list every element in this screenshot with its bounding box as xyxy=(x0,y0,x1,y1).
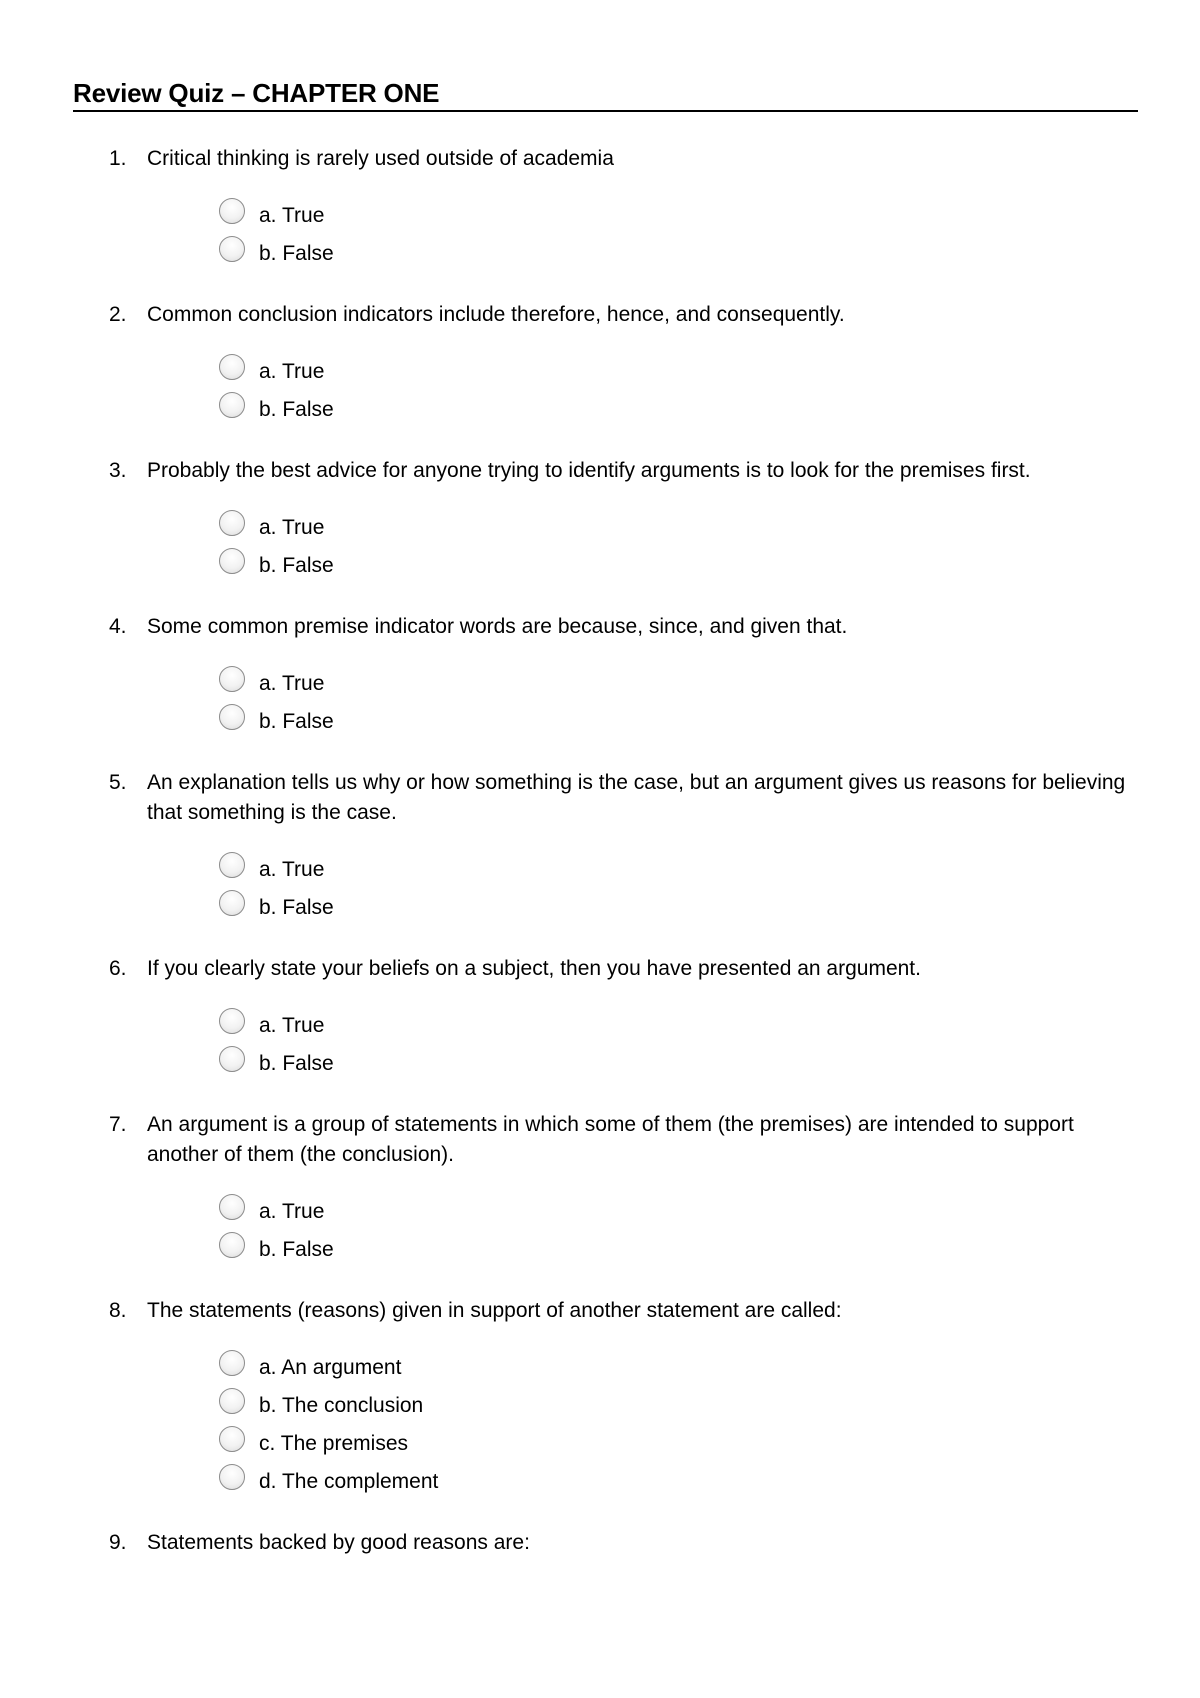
question-4 xyxy=(73,612,1138,740)
question-number: 5. xyxy=(109,771,127,794)
answer-option-label: a. True xyxy=(259,857,325,881)
question-text: Statements backed by good reasons are: xyxy=(147,1531,530,1554)
radio-button-icon[interactable] xyxy=(219,392,245,418)
question-number: 8. xyxy=(109,1299,127,1322)
answer-option[interactable] xyxy=(219,352,1138,390)
answer-option[interactable] xyxy=(219,1462,1138,1500)
answer-options xyxy=(73,664,1138,740)
radio-button-icon[interactable] xyxy=(219,198,245,224)
question-number: 1. xyxy=(109,147,127,170)
quiz-page xyxy=(73,80,1138,1558)
radio-button-icon[interactable] xyxy=(219,704,245,730)
answer-option-label: a. True xyxy=(259,359,325,383)
radio-button-icon[interactable] xyxy=(219,1194,245,1220)
answer-option[interactable] xyxy=(219,1386,1138,1424)
answer-option-label: b. False xyxy=(259,241,334,265)
radio-button-icon[interactable] xyxy=(219,236,245,262)
question-text: If you clearly state your beliefs on a subject, then you have presented an argument. xyxy=(147,957,921,980)
question-number: 9. xyxy=(109,1531,127,1554)
answer-option-label: b. False xyxy=(259,397,334,421)
question-6 xyxy=(73,954,1138,1082)
answer-option[interactable] xyxy=(219,1044,1138,1082)
radio-button-icon[interactable] xyxy=(219,1426,245,1452)
answer-option[interactable] xyxy=(219,1230,1138,1268)
radio-button-icon[interactable] xyxy=(219,510,245,536)
answer-option-label: a. An argument xyxy=(259,1355,402,1379)
answer-option[interactable] xyxy=(219,702,1138,740)
answer-option[interactable] xyxy=(219,546,1138,584)
answer-options xyxy=(73,850,1138,926)
answer-option[interactable] xyxy=(219,888,1138,926)
question-number: 7. xyxy=(109,1113,127,1136)
answer-option[interactable] xyxy=(219,1192,1138,1230)
radio-button-icon[interactable] xyxy=(219,1464,245,1490)
answer-options xyxy=(73,1006,1138,1082)
radio-button-icon[interactable] xyxy=(219,354,245,380)
answer-option[interactable] xyxy=(219,508,1138,546)
question-list xyxy=(73,144,1138,1558)
answer-option-label: a. True xyxy=(259,203,325,227)
answer-option[interactable] xyxy=(219,196,1138,234)
answer-option[interactable] xyxy=(219,664,1138,702)
question-1 xyxy=(73,144,1138,272)
question-9 xyxy=(73,1528,1138,1558)
radio-button-icon[interactable] xyxy=(219,1350,245,1376)
answer-option[interactable] xyxy=(219,234,1138,272)
question-number: 2. xyxy=(109,303,127,326)
question-2 xyxy=(73,300,1138,428)
answer-option-label: a. True xyxy=(259,1013,325,1037)
question-number: 4. xyxy=(109,615,127,638)
question-number: 3. xyxy=(109,459,127,482)
radio-button-icon[interactable] xyxy=(219,1232,245,1258)
radio-button-icon[interactable] xyxy=(219,1388,245,1414)
answer-option[interactable] xyxy=(219,390,1138,428)
answer-options xyxy=(73,508,1138,584)
answer-option-label: c. The premises xyxy=(259,1431,408,1455)
answer-option[interactable] xyxy=(219,850,1138,888)
answer-option-label: b. False xyxy=(259,1237,334,1261)
question-text: An argument is a group of statements in which some of them (the premises) are intended to support another of them (the conclusion). xyxy=(147,1113,1074,1166)
question-number: 6. xyxy=(109,957,127,980)
question-text: Critical thinking is rarely used outside of academia xyxy=(147,147,614,170)
question-text: The statements (reasons) given in support of another statement are called: xyxy=(147,1299,842,1322)
answer-option-label: a. True xyxy=(259,1199,325,1223)
answer-option-label: b. False xyxy=(259,553,334,577)
question-7 xyxy=(73,1110,1138,1268)
answer-option[interactable] xyxy=(219,1348,1138,1386)
answer-option-label: b. False xyxy=(259,709,334,733)
radio-button-icon[interactable] xyxy=(219,1046,245,1072)
radio-button-icon[interactable] xyxy=(219,1008,245,1034)
answer-options xyxy=(73,1192,1138,1268)
question-text: Some common premise indicator words are because, since, and given that. xyxy=(147,615,848,638)
question-5 xyxy=(73,768,1138,926)
question-text: An explanation tells us why or how something is the case, but an argument gives us reasons for believing that something is the case. xyxy=(147,771,1126,824)
answer-option-label: b. The conclusion xyxy=(259,1393,424,1417)
answer-option-label: b. False xyxy=(259,895,334,919)
radio-button-icon[interactable] xyxy=(219,548,245,574)
answer-options xyxy=(73,1348,1138,1500)
question-3 xyxy=(73,456,1138,584)
radio-button-icon[interactable] xyxy=(219,852,245,878)
answer-option-label: a. True xyxy=(259,515,325,539)
answer-option-label: d. The complement xyxy=(259,1469,439,1493)
answer-options xyxy=(73,352,1138,428)
radio-button-icon[interactable] xyxy=(219,890,245,916)
quiz-title: Review Quiz – CHAPTER ONE xyxy=(73,80,1138,112)
radio-button-icon[interactable] xyxy=(219,666,245,692)
question-text: Common conclusion indicators include therefore, hence, and consequently. xyxy=(147,303,845,326)
answer-options xyxy=(73,196,1138,272)
answer-option[interactable] xyxy=(219,1006,1138,1044)
question-text: Probably the best advice for anyone trying to identify arguments is to look for the premises first. xyxy=(147,459,1031,482)
answer-option[interactable] xyxy=(219,1424,1138,1462)
question-8 xyxy=(73,1296,1138,1500)
answer-option-label: a. True xyxy=(259,671,325,695)
answer-option-label: b. False xyxy=(259,1051,334,1075)
